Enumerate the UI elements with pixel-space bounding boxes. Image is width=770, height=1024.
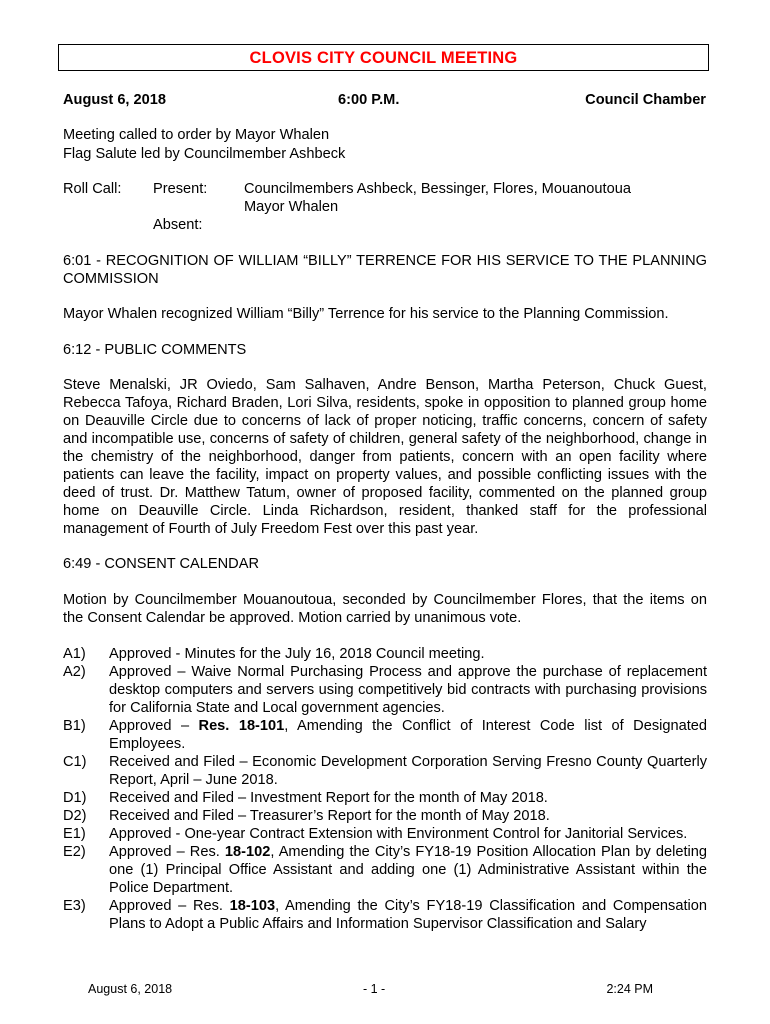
item-text: Approved – Waive Normal Purchasing Process and approve the purchase of replacement desktop computers and servers using competitively bid contracts with purchasing provisions for California State and Local government agencies. — [109, 664, 707, 716]
item-text: Approved - Minutes for the July 16, 2018 Council meeting. — [109, 646, 485, 662]
meeting-location: Council Chamber — [585, 92, 706, 108]
consent-item — [63, 753, 707, 789]
consent-item — [63, 645, 707, 663]
title-box — [58, 44, 709, 71]
item-text: Approved – Res. 18-101, Amending the Conflict of Interest Code list of Designated Employees. — [109, 718, 707, 752]
item-code: E1) — [63, 826, 86, 842]
present-members: Councilmembers Ashbeck, Bessinger, Flores, Mouanoutoua — [244, 181, 631, 197]
consent-item — [63, 789, 707, 807]
item-code: B1) — [63, 718, 86, 734]
call-to-order: Meeting called to order by Mayor Whalen — [63, 127, 330, 143]
public-comments-text: Steve Menalski, JR Oviedo, Sam Salhaven, Andre Benson, Martha Peterson, Chuck Guest, Rebecca Tafoya, Richard Braden, Lori Silva, residents, spoke in opposition to planned group home on Deauville Circle due to concerns of lack of proper noticing, traffic concerns, concern of safety and incompatible use, concerns of safety of children, general safety of the neighborhood, change in the chemistry of the neighborhood, danger from patients, concern with an open facility where patients can leave the facility, impact on property values, and possible conflicting issues with the deed of trust. Dr. Matthew Tatum, owner of proposed facility, commented on the planned group home on Deauville Circle. Linda Richardson, resident, thanked staff for the professional management of Fourth of July Freedom Fest over this past year. — [63, 377, 707, 537]
consent-item — [63, 663, 707, 717]
consent-item — [63, 897, 707, 933]
footer-page-number: - 1 - — [363, 982, 386, 996]
footer-date: August 6, 2018 — [88, 982, 173, 996]
recognition-text: Mayor Whalen recognized William “Billy” Terrence for his service to the Planning Commission. — [63, 306, 669, 322]
footer-time: 2:24 PM — [606, 982, 653, 996]
consent-item — [63, 825, 707, 843]
item-text: Received and Filed – Investment Report for the month of May 2018. — [109, 790, 548, 806]
item-code: C1) — [63, 754, 87, 770]
item-text: Received and Filed – Treasurer’s Report for the month of May 2018. — [109, 808, 550, 824]
item-code: D2) — [63, 808, 87, 824]
item-code: A2) — [63, 664, 86, 680]
absent-label: Absent: — [153, 217, 203, 233]
roll-call-label: Roll Call: — [63, 181, 122, 197]
meeting-date: August 6, 2018 — [63, 92, 167, 108]
consent-item — [63, 843, 707, 897]
consent-items — [63, 645, 707, 933]
item-code: D1) — [63, 790, 87, 806]
consent-motion: Motion by Councilmember Mouanoutoua, seconded by Councilmember Flores, that the items on the Consent Calendar be approved. Motion carried by unanimous vote. — [63, 592, 707, 626]
item-text: Approved - One-year Contract Extension with Environment Control for Janitorial Services. — [109, 826, 688, 842]
item-code: A1) — [63, 646, 86, 662]
item-text: Approved – Res. 18-103, Amending the City’s FY18-19 Classification and Compensation Plans to Adopt a Public Affairs and Information Supervisor Classification and Salary — [109, 898, 707, 932]
item-text: Approved – Res. 18-102, Amending the City’s FY18-19 Position Allocation Plan by deleting one (1) Principal Office Assistant and adding one (1) Administrative Assistant within the Police Department. — [109, 844, 707, 896]
item-code: E3) — [63, 898, 86, 914]
item-text: Received and Filed – Economic Development Corporation Serving Fresno County Quarterly Report, April – June 2018. — [109, 754, 707, 788]
page-title: CLOVIS CITY COUNCIL MEETING — [249, 49, 518, 67]
recognition-heading: 6:01 - RECOGNITION OF WILLIAM “BILLY” TERRENCE FOR HIS SERVICE TO THE PLANNING COMMISSION — [63, 253, 707, 287]
consent-item — [63, 717, 707, 753]
meeting-time: 6:00 P.M. — [338, 92, 400, 108]
present-mayor: Mayor Whalen — [244, 199, 339, 215]
flag-salute: Flag Salute led by Councilmember Ashbeck — [63, 146, 346, 162]
public-comments-heading: 6:12 - PUBLIC COMMENTS — [63, 342, 247, 358]
present-label: Present: — [153, 181, 208, 197]
item-code: E2) — [63, 844, 86, 860]
consent-item — [63, 807, 707, 825]
consent-heading: 6:49 - CONSENT CALENDAR — [63, 556, 259, 572]
